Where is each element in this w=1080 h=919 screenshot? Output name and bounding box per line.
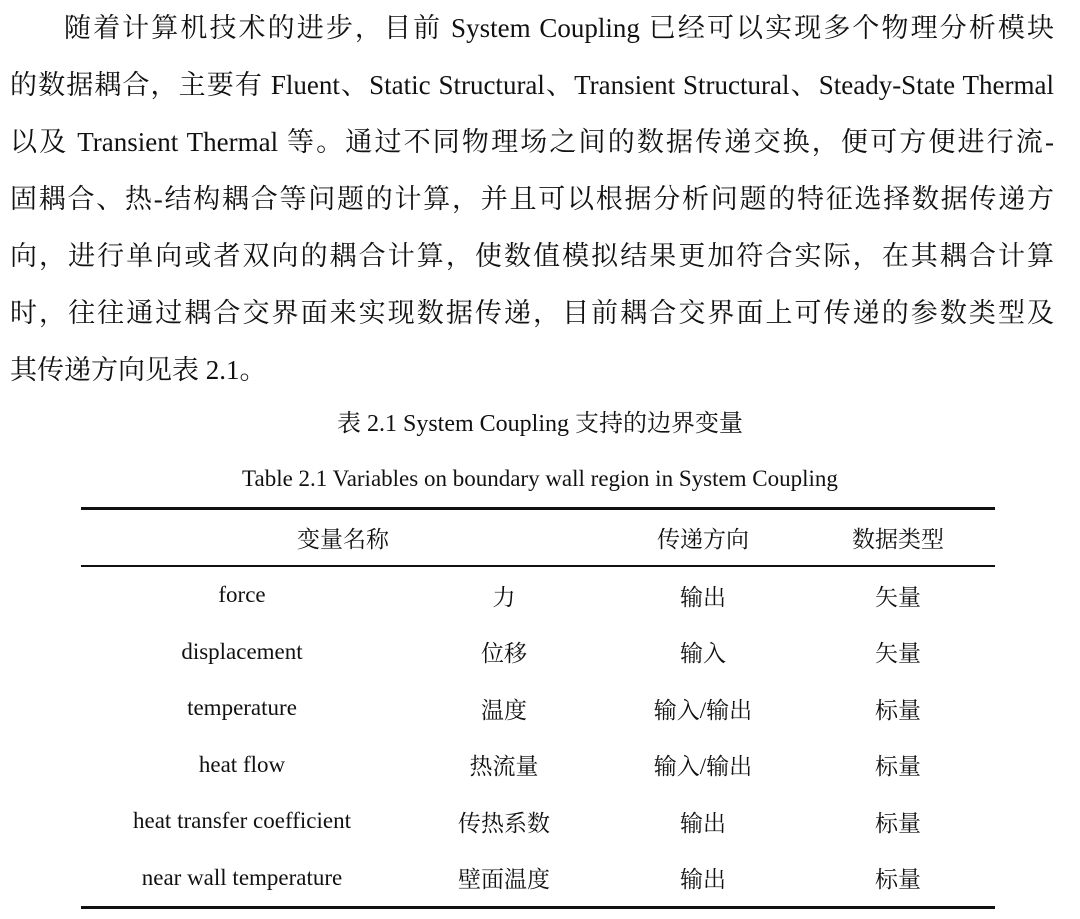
table-row	[81, 793, 995, 850]
table-row	[81, 850, 995, 908]
table-row	[81, 680, 995, 737]
table-row	[81, 566, 995, 624]
paragraph-line: 以及 Transient Thermal 等。通过不同物理场之间的数据传递交换，便可方便进行流-	[10, 127, 1054, 157]
paragraph-line: 随着计算机技术的进步，目前 System Coupling 已经可以实现多个物理分析模块	[64, 13, 1054, 43]
header-data-type: 数据类型	[852, 527, 944, 552]
cell-variable-chinese: 热流量	[469, 754, 539, 780]
cell-direction: 输出	[680, 867, 726, 893]
cell-direction: 输入/输出	[653, 697, 753, 723]
paragraph-line: 向，进行单向或者双向的耦合计算，使数值模拟结果更加符合实际，在其耦合计算	[10, 241, 1054, 271]
body-paragraph	[10, 0, 1054, 399]
table-caption-chinese: 表 2.1 System Coupling 支持的边界变量	[336, 411, 744, 437]
table-row	[81, 737, 995, 794]
cell-variable-chinese: 力	[492, 584, 516, 610]
cell-variable-chinese: 位移	[481, 641, 527, 667]
paragraph-line: 时，往往通过耦合交界面来实现数据传递，目前耦合交界面上可传递的参数类型及	[10, 298, 1054, 328]
table-row	[81, 624, 995, 681]
cell-direction: 输出	[680, 810, 726, 836]
cell-variable-english: force	[218, 582, 266, 608]
cell-variable-english: near wall temperature	[141, 864, 343, 890]
variables-table	[81, 507, 995, 909]
cell-variable-english: temperature	[187, 695, 297, 721]
header-transfer-direction: 传递方向	[657, 527, 749, 552]
header-variable-name: 变量名称	[297, 527, 389, 552]
table-caption-english: Table 2.1 Variables on boundary wall region in System Coupling	[242, 466, 838, 491]
cell-direction: 输入/输出	[653, 754, 753, 780]
cell-data-type: 标量	[875, 697, 921, 723]
cell-variable-english: heat transfer coefficient	[133, 808, 351, 834]
paragraph-line: 其传递方向见表 2.1。	[10, 355, 267, 385]
cell-direction: 输出	[680, 584, 726, 610]
paragraph-line: 的数据耦合，主要有 Fluent、Static Structural、Transient Structural、Steady-State Thermal	[10, 70, 1054, 100]
cell-variable-english: heat flow	[198, 751, 286, 777]
cell-variable-chinese: 传热系数	[458, 810, 550, 836]
cell-data-type: 标量	[875, 867, 921, 893]
cell-data-type: 矢量	[875, 584, 921, 610]
cell-variable-english: displacement	[181, 638, 303, 664]
cell-variable-chinese: 壁面温度	[458, 867, 550, 893]
cell-data-type: 标量	[875, 810, 921, 836]
table-header-row	[81, 509, 995, 567]
cell-variable-chinese: 温度	[481, 697, 527, 723]
paragraph-line: 固耦合、热-结构耦合等问题的计算，并且可以根据分析问题的特征选择数据传递方	[10, 184, 1054, 214]
cell-data-type: 标量	[875, 754, 921, 780]
cell-data-type: 矢量	[875, 641, 921, 667]
cell-direction: 输入	[680, 641, 726, 667]
